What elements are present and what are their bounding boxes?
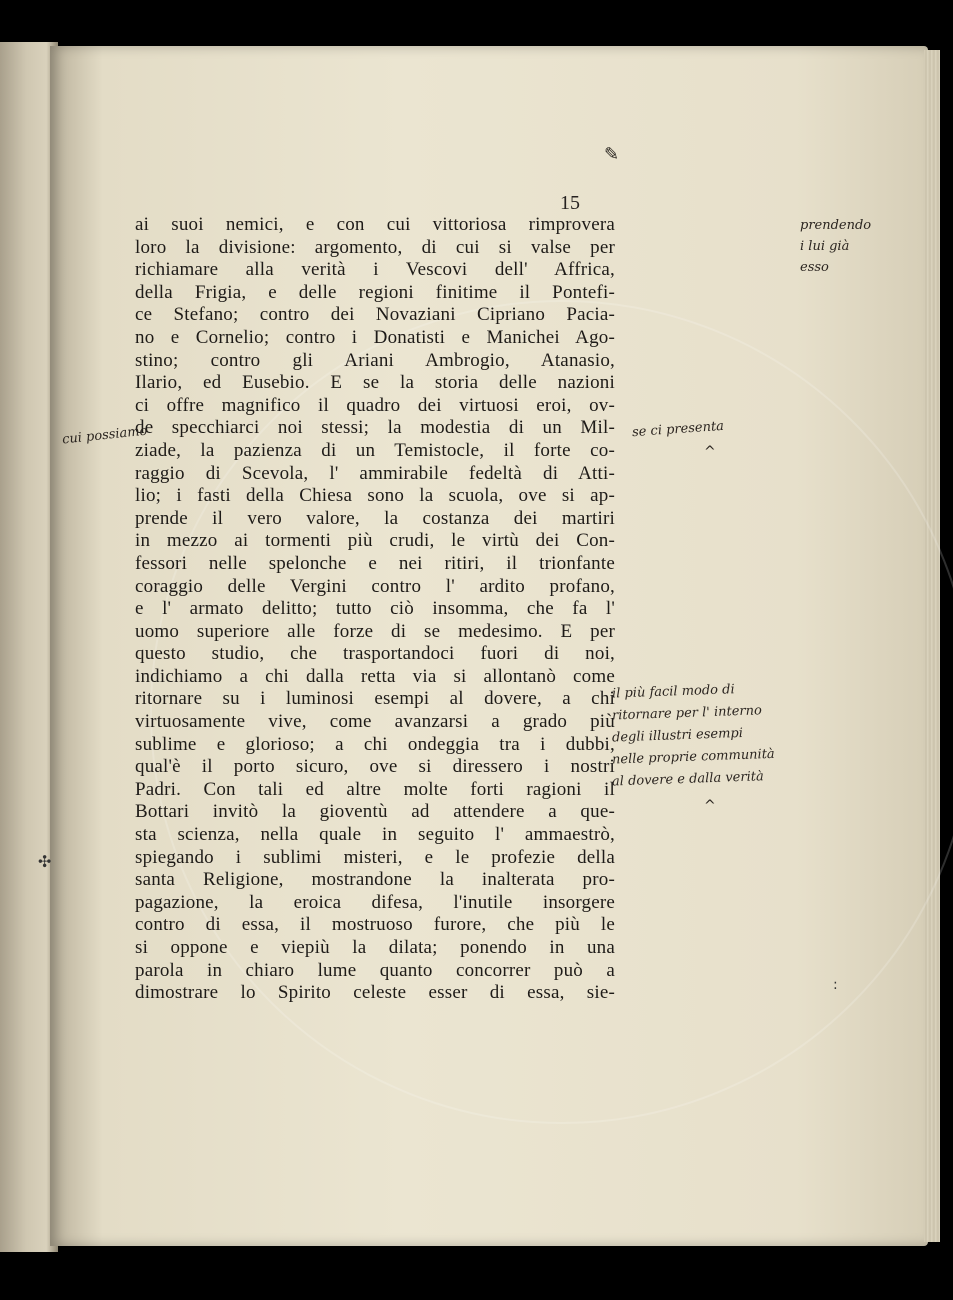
text-line: Padri. Con tali ed altre molte forti ragioni il	[135, 778, 615, 800]
text-line: indichiamo a chi dalla retta via si allontanò come	[135, 665, 615, 687]
margin-dots-icon: :	[833, 977, 838, 993]
text-line: ziade, la pazienza di un Temistocle, il forte co-	[135, 439, 615, 461]
text-line: e l' armato delitto; tutto ciò insomma, che fa l'	[135, 598, 615, 620]
body-text	[135, 214, 615, 1005]
text-line: dimostrare lo Spirito celeste esser di essa, sie-	[135, 982, 615, 1004]
text-line: de specchiarci noi stessi; la modestia di un Mil-	[135, 417, 615, 439]
text-line: lio; i fasti della Chiesa sono la scuola, ove si ap-	[135, 485, 615, 507]
margin-notes-bottom-right	[612, 680, 812, 790]
text-line: coraggio delle Vergini contro l' ardito profano,	[135, 575, 615, 597]
text-line: ci offre magnifico il quadro dei virtuosi eroi, ov-	[135, 394, 615, 416]
text-line: ai suoi nemici, e con cui vittoriosa rimprovera	[135, 214, 615, 235]
text-line: spiegando i sublimi misteri, e le profezie della	[135, 846, 615, 868]
margin-note-left: cui possiamo	[61, 423, 149, 448]
text-line: ce Stefano; contro dei Novaziani Cipriano Pacia-	[135, 304, 615, 326]
text-line: uomo superiore alle forze di se medesimo. E per	[135, 620, 615, 642]
margin-note: ritornare per l' interno	[611, 703, 763, 724]
margin-note-mid-right: se ci presenta	[631, 418, 725, 441]
text-line: si oppone e viepiù la dilata; ponendo in una	[135, 937, 615, 958]
text-line: richiamare alla verità i Vescovi dell' Affrica,	[135, 259, 615, 281]
insertion-caret-icon: ^	[704, 444, 716, 460]
insertion-caret-icon: ^	[704, 798, 716, 814]
margin-mark-icon: ✣	[38, 852, 52, 871]
text-line: parola in chiaro lume quanto concorrer può a	[135, 959, 615, 981]
text-line: ritornare su i luminosi esempi al dovere, a chi	[135, 688, 615, 710]
ink-mark-icon: ✎	[604, 144, 620, 165]
text-line: raggio di Scevola, l' ammirabile fedeltà di Atti-	[135, 462, 615, 484]
margin-note: i lui già	[800, 239, 850, 254]
page-number: 15	[560, 192, 580, 214]
text-line: sta scienza, nella quale in seguito l' ammaestrò,	[135, 824, 615, 846]
text-line: questo studio, che trasportandoci fuori di noi,	[135, 643, 615, 665]
margin-note: prendendo	[800, 218, 872, 233]
margin-note: nelle proprie communità	[611, 746, 775, 768]
text-line: stino; contro gli Ariani Ambrogio, Atanasio,	[135, 349, 615, 371]
text-line: in mezzo ai tormenti più crudi, le virtù dei Con-	[135, 530, 615, 552]
margin-note: degli illustri esempi	[611, 725, 744, 746]
page-fore-edge	[924, 50, 940, 1242]
text-line: Bottari invitò la gioventù ad attendere a que-	[135, 801, 615, 823]
text-line: prende il vero valore, la costanza dei martiri	[135, 507, 615, 529]
text-line: virtuosamente vive, come avanzarsi a grado più	[135, 711, 615, 733]
text-line: pagazione, la eroica difesa, l'inutile insorgere	[135, 891, 615, 913]
margin-note: il più facil modo di	[611, 682, 735, 702]
text-line: santa Religione, mostrandone la inalterata pro-	[135, 869, 615, 891]
text-line: sublime e glorioso; a chi ondeggia tra i dubbi,	[135, 733, 615, 755]
text-line: qual'è il porto sicuro, ove si diressero i nostri	[135, 756, 615, 778]
text-line: della Frigia, e delle regioni finitime il Pontefi-	[135, 281, 615, 303]
text-line: contro di essa, il mostruoso furore, che più le	[135, 914, 615, 936]
text-line: Ilario, ed Eusebio. E se la storia delle nazioni	[135, 372, 615, 394]
margin-notes-top-right	[800, 218, 920, 281]
margin-note: al dovere e dalla verità	[611, 769, 764, 790]
margin-note: esso	[800, 260, 829, 275]
text-line: no e Cornelio; contro i Donatisti e Manichei Ago-	[135, 326, 615, 348]
text-line: fessori nelle spelonche e nei ritiri, il trionfante	[135, 552, 615, 574]
text-line: loro la divisione: argomento, di cui si valse per	[135, 236, 615, 258]
